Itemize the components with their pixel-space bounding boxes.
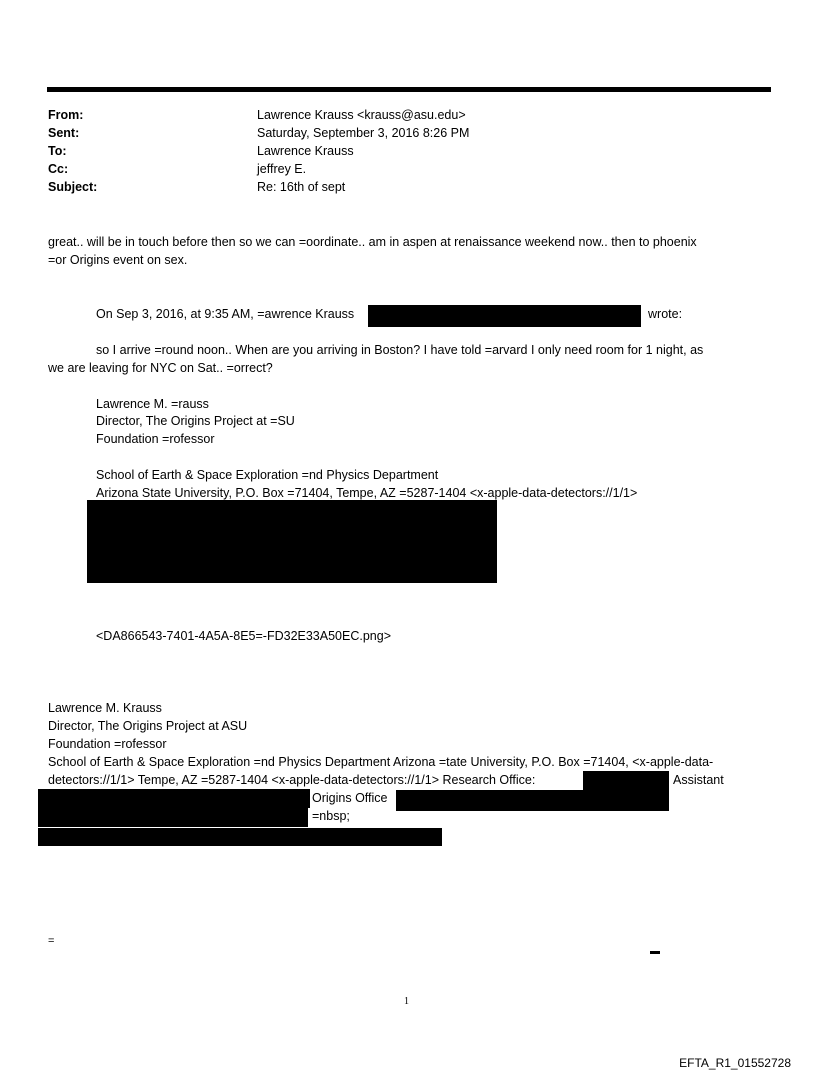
page-number: 1: [404, 996, 409, 1007]
sig2-origins: Origins Office: [312, 791, 388, 805]
from-label: From:: [48, 108, 84, 122]
redaction-box: [38, 789, 310, 808]
sig1-school: School of Earth & Space Exploration =nd Physics Department: [96, 468, 439, 482]
redaction-box: [87, 500, 497, 583]
body-line-1: great.. will be in touch before then so we can =oordinate.. am in aspen at renaissance weekend now.. then to phoenix: [48, 235, 697, 249]
to-value: Lawrence Krauss: [257, 144, 354, 158]
cc-label: Cc:: [48, 162, 69, 176]
sent-label: Sent:: [48, 126, 80, 140]
from-value: Lawrence Krauss <krauss@asu.edu>: [257, 108, 466, 122]
redaction-box: [38, 808, 308, 827]
subject-value: Re: 16th of sept: [257, 180, 346, 194]
attachment-name: <DA866543-7401-4A5A-8E5=-FD32E33A50EC.png>: [96, 629, 391, 643]
sig1-name: Lawrence M. =rauss: [96, 397, 209, 411]
cc-value: jeffrey E.: [257, 162, 307, 176]
sig2-line-1: School of Earth & Space Exploration =nd Physics Department Arizona =tate University, P.O. Box =71404, <x-apple-data-: [48, 755, 714, 769]
quote-line-1: so I arrive =round noon.. When are you arriving in Boston? I have told =arvard I only need room for 1 night, as: [96, 343, 704, 357]
sig2-line-2: detectors://1/1> Tempe, AZ =5287-1404 <x-apple-data-detectors://1/1> Research Office:: [48, 773, 536, 787]
redaction-box: [396, 790, 669, 811]
to-label: To:: [48, 144, 67, 158]
sig2-name: Lawrence M. Krauss: [48, 701, 162, 715]
sig1-address: Arizona State University, P.O. Box =71404, Tempe, AZ =5287-1404 <x-apple-data-detectors://1/1>: [96, 486, 638, 500]
quote-intro: On Sep 3, 2016, at 9:35 AM, =awrence Krauss: [96, 307, 355, 321]
sig2-title: Director, The Origins Project at ASU: [48, 719, 248, 733]
sig1-role: Foundation =rofessor: [96, 432, 215, 446]
sig2-role: Foundation =rofessor: [48, 737, 167, 751]
sig2-nbsp: =nbsp;: [312, 809, 350, 823]
header-rule: [47, 87, 771, 92]
subject-label: Subject:: [48, 180, 98, 194]
redaction-box: [368, 305, 641, 327]
sent-value: Saturday, September 3, 2016 8:26 PM: [257, 126, 470, 140]
quote-line-2: we are leaving for NYC on Sat.. =orrect?: [48, 361, 273, 375]
sig2-assistant: Assistant: [673, 773, 724, 787]
redaction-box: [583, 771, 669, 791]
quote-intro-end: wrote:: [648, 307, 683, 321]
sig1-title: Director, The Origins Project at =SU: [96, 414, 295, 428]
redaction-box: [38, 828, 442, 846]
bates-number: EFTA_R1_01552728: [679, 1056, 791, 1070]
dash-mark: [650, 951, 660, 954]
equals-mark: =: [48, 935, 55, 947]
body-line-2: =or Origins event on sex.: [48, 253, 188, 267]
